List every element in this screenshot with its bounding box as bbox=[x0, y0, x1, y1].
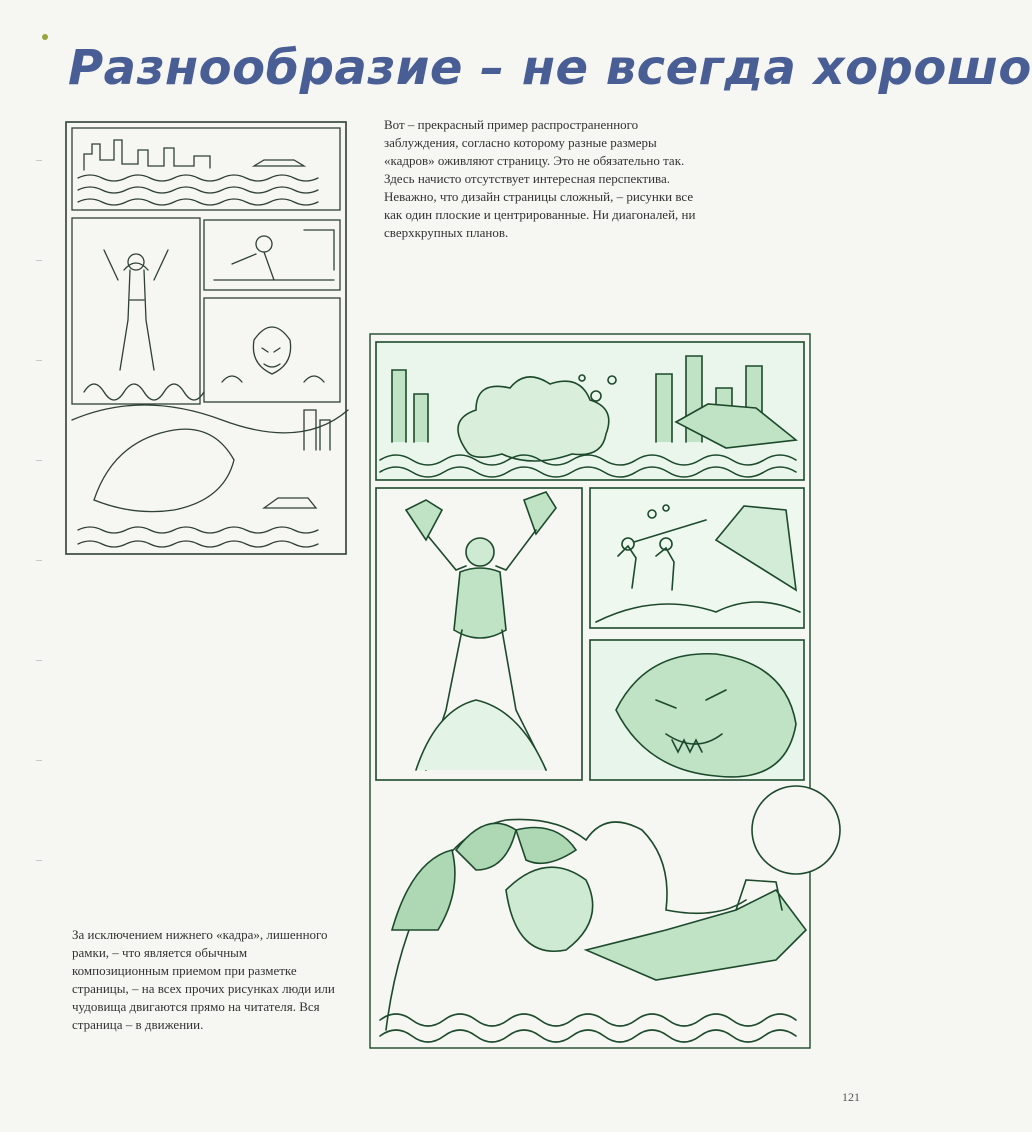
comic-sketch-dynamic-layout bbox=[356, 330, 826, 1052]
page-title: Разнообразие – не всегда хорошо bbox=[68, 40, 1032, 96]
comic-sketch-flat-layout bbox=[64, 120, 348, 558]
caption-bottom: За исключением нижнего «кадра», лишенного рамки, – что является обычным композиционным приемом при разметке страницы, – на всех прочих рисунках люди или чудовища двигаются прямо на читателя. Вся страница – в движении. bbox=[72, 927, 335, 1032]
caption-top: Вот – прекрасный пример распространенного заблуждения, согласно которому разные размеры «кадров» оживляют страницу. Это не обязательно так. Здесь начисто отсутствует интересная перспектива. Неважно, что дизайн страницы сложный, – рисунки все как один плоские и центрированные. Ни диагоналей, ни сверхкрупных планов. bbox=[384, 117, 696, 240]
page-number: 121 bbox=[842, 1090, 860, 1104]
corner-mark bbox=[42, 34, 48, 40]
